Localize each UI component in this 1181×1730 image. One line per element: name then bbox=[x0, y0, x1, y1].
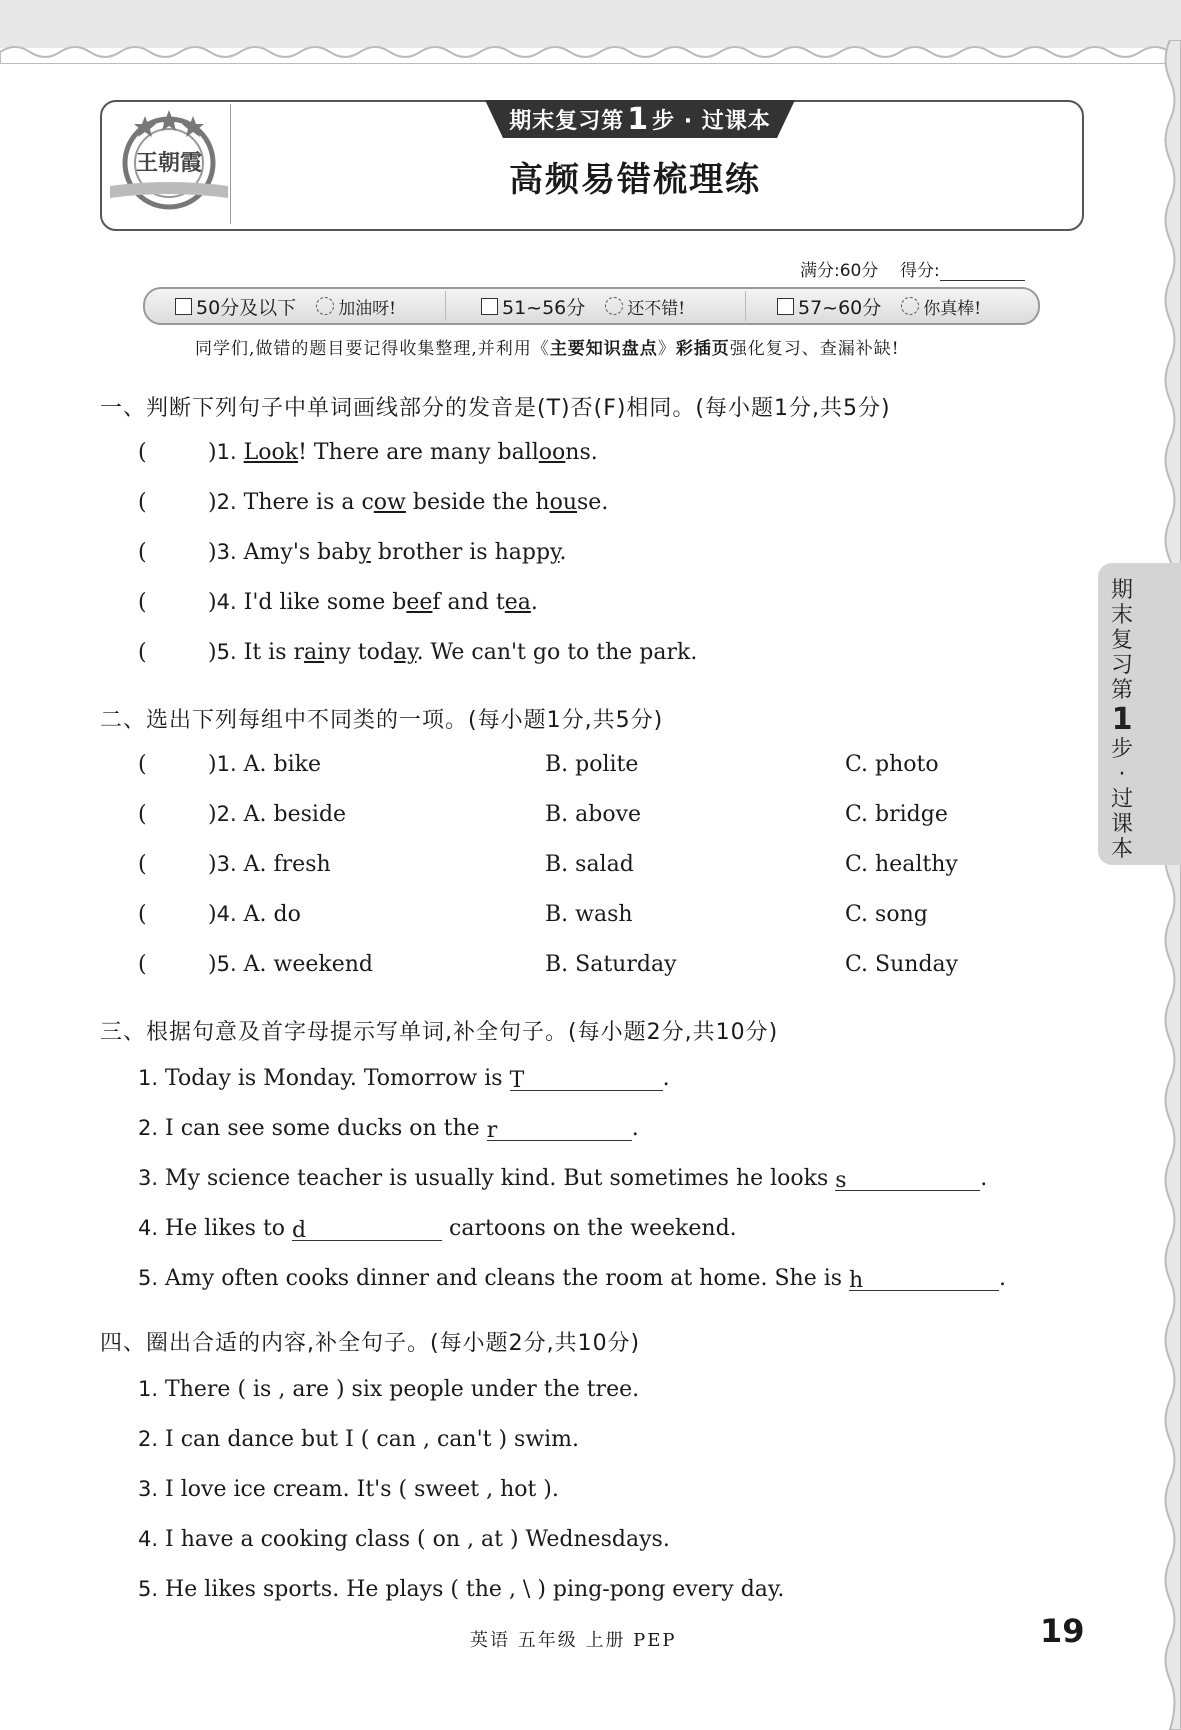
score-label: 得分: bbox=[899, 261, 940, 281]
score-line bbox=[800, 256, 1025, 281]
answer-blank[interactable]: ( bbox=[138, 490, 147, 515]
list-item: ( )5. A. weekend bbox=[138, 952, 373, 977]
option-b: B. salad bbox=[545, 852, 634, 877]
list-item: ( )1. A. bike bbox=[138, 752, 321, 777]
rating-bar bbox=[143, 287, 1040, 325]
list-item: 3. My science teacher is usually kind. But sometimes he looks s . bbox=[138, 1166, 988, 1193]
step-prefix: 期末复习第 bbox=[509, 108, 625, 134]
option-c: C. bridge bbox=[845, 802, 948, 827]
answer-blank[interactable]: ( bbox=[138, 952, 147, 977]
page-title: 高频易错梳理练 bbox=[509, 160, 761, 200]
step-suffix: 步 · 过课本 bbox=[652, 108, 771, 134]
section-1-title: 一、判断下列句子中单词画线部分的发音是(T)否(F)相同。(每小题1分,共5分) bbox=[100, 396, 891, 421]
list-item: 4. He likes to d cartoons on the weekend. bbox=[138, 1216, 737, 1243]
answer-blank[interactable]: ( bbox=[138, 540, 147, 565]
answer-blank[interactable]: ( bbox=[138, 852, 147, 877]
list-item: ( )1. Look! There are many balloons. bbox=[138, 440, 598, 465]
rating-comment: 加油呀! bbox=[338, 298, 397, 319]
divider bbox=[445, 291, 446, 321]
list-item: 2. I can dance but I ( can , can't ) swim. bbox=[138, 1427, 580, 1452]
score-field[interactable] bbox=[940, 262, 1025, 281]
svg-text:王朝霞: 王朝霞 bbox=[135, 150, 203, 176]
choice-sentence[interactable]: There ( is , are ) six people under the tree. bbox=[165, 1377, 640, 1402]
list-item: ( )5. It is rainy today. We can't go to the park. bbox=[138, 640, 698, 665]
list-item: ( )4. A. do bbox=[138, 902, 301, 927]
face-icon bbox=[901, 297, 919, 315]
answer-blank[interactable]: ( bbox=[138, 752, 147, 777]
fill-blank[interactable]: s bbox=[835, 1168, 980, 1191]
list-item: 5. Amy often cooks dinner and cleans the room at home. She is h . bbox=[138, 1266, 1007, 1293]
option-c: C. photo bbox=[845, 752, 939, 777]
footer-text: 英语 五年级 上册 PEP bbox=[470, 1630, 677, 1651]
rating-comment: 还不错! bbox=[627, 298, 686, 319]
list-item: 1. There ( is , are ) six people under the tree. bbox=[138, 1377, 640, 1402]
logo-divider bbox=[230, 104, 231, 224]
face-icon bbox=[316, 297, 334, 315]
option-c: C. healthy bbox=[845, 852, 958, 877]
option-c: C. song bbox=[845, 902, 928, 927]
side-tab-top: 期 末 复 习 第 bbox=[1110, 578, 1133, 703]
brand-logo bbox=[110, 108, 228, 218]
rating-range: 51~56分 bbox=[502, 296, 586, 319]
list-item: 1. Today is Monday. Tomorrow is T . bbox=[138, 1066, 670, 1093]
fill-blank[interactable]: h bbox=[849, 1268, 999, 1291]
list-item: ( )2. There is a cow beside the house. bbox=[138, 490, 609, 515]
list-item: 4. I have a cooking class ( on , at ) Wednesdays. bbox=[138, 1527, 670, 1552]
step-label bbox=[485, 100, 795, 138]
rating-range: 50分及以下 bbox=[196, 296, 297, 319]
side-tab-label bbox=[1107, 578, 1137, 862]
full-score-label: 满分:60分 bbox=[800, 261, 879, 281]
tip-text: 同学们,做错的题目要记得收集整理,并利用《主要知识盘点》彩插页强化复习、查漏补缺! bbox=[195, 339, 900, 359]
rating-high bbox=[777, 289, 981, 323]
face-icon bbox=[605, 297, 623, 315]
fill-blank[interactable]: T bbox=[510, 1068, 663, 1091]
rating-comment: 你真棒! bbox=[923, 298, 982, 319]
side-tab-number: 1 bbox=[1111, 702, 1133, 737]
list-item: ( )4. I'd like some beef and tea. bbox=[138, 590, 538, 615]
checkbox-icon[interactable] bbox=[777, 298, 794, 315]
fill-blank[interactable]: d bbox=[292, 1218, 442, 1241]
answer-blank[interactable]: ( bbox=[138, 902, 147, 927]
choice-sentence[interactable]: I can dance but I ( can , can't ) swim. bbox=[165, 1427, 580, 1452]
fill-blank[interactable]: r bbox=[487, 1118, 632, 1141]
list-item: 3. I love ice cream. It's ( sweet , hot ). bbox=[138, 1477, 559, 1502]
section-4-title: 四、圈出合适的内容,补全句子。(每小题2分,共10分) bbox=[100, 1331, 641, 1356]
checkbox-icon[interactable] bbox=[175, 298, 192, 315]
choice-sentence[interactable]: He likes sports. He plays ( the , \ ) ping-pong every day. bbox=[165, 1577, 785, 1602]
list-item: 5. He likes sports. He plays ( the , \ ) ping-pong every day. bbox=[138, 1577, 785, 1602]
checkbox-icon[interactable] bbox=[481, 298, 498, 315]
page-number: 19 bbox=[1040, 1612, 1085, 1650]
step-number: 1 bbox=[627, 101, 650, 137]
list-item: ( )2. A. beside bbox=[138, 802, 347, 827]
side-tab-bottom: 步 · 过 课 本 bbox=[1110, 737, 1133, 862]
wavy-top-edge bbox=[0, 40, 1181, 64]
rating-low bbox=[175, 289, 396, 323]
option-c: C. Sunday bbox=[845, 952, 959, 977]
divider bbox=[745, 291, 746, 321]
section-2-title: 二、选出下列每组中不同类的一项。(每小题1分,共5分) bbox=[100, 708, 664, 733]
choice-sentence[interactable]: I love ice cream. It's ( sweet , hot ). bbox=[165, 1477, 559, 1502]
answer-blank[interactable]: ( bbox=[138, 590, 147, 615]
wavy-right-edge bbox=[1159, 40, 1181, 1730]
list-item: 2. I can see some ducks on the r . bbox=[138, 1116, 639, 1143]
choice-sentence[interactable]: I have a cooking class ( on , at ) Wednesdays. bbox=[165, 1527, 670, 1552]
option-b: B. Saturday bbox=[545, 952, 677, 977]
option-b: B. above bbox=[545, 802, 642, 827]
section-3-title: 三、根据句意及首字母提示写单词,补全句子。(每小题2分,共10分) bbox=[100, 1020, 779, 1045]
answer-blank[interactable]: ( bbox=[138, 640, 147, 665]
rating-mid bbox=[481, 289, 685, 323]
option-b: B. wash bbox=[545, 902, 633, 927]
list-item: ( )3. A. fresh bbox=[138, 852, 331, 877]
answer-blank[interactable]: ( bbox=[138, 802, 147, 827]
list-item: ( )3. Amy's baby brother is happy. bbox=[138, 540, 567, 565]
option-b: B. polite bbox=[545, 752, 639, 777]
answer-blank[interactable]: ( bbox=[138, 440, 147, 465]
rating-range: 57~60分 bbox=[798, 296, 882, 319]
